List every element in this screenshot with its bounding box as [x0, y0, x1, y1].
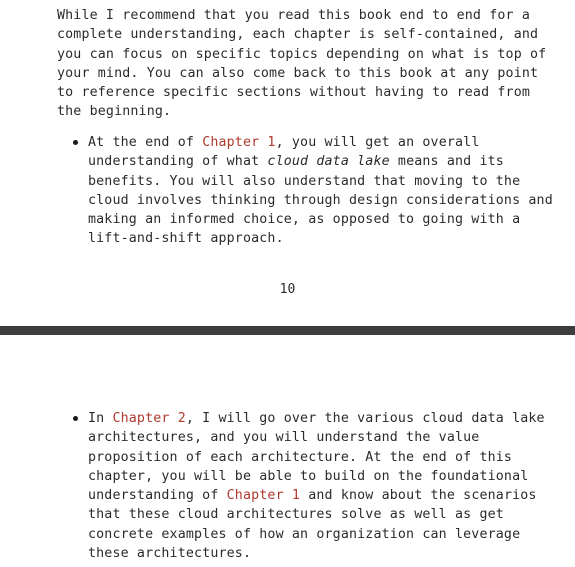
- text-line: lift-and-shift approach.: [88, 231, 284, 247]
- text-span: and know about the scenarios: [300, 488, 537, 504]
- text-line: [88, 152, 553, 171]
- text-line: concrete examples of how an organization can leverage: [88, 526, 521, 542]
- bullet-item-chapter-1: [88, 133, 553, 249]
- text-line: your mind. You can also come back to this book at any point: [57, 65, 539, 81]
- text-line: the beginning.: [57, 104, 172, 120]
- bullet-text: [88, 133, 553, 249]
- page-divider: [0, 326, 575, 335]
- emphasis-term: cloud data lake: [267, 154, 390, 170]
- chapter-1-link[interactable]: Chapter 1: [226, 488, 301, 504]
- text-span: In: [88, 411, 113, 426]
- text-line: complete understanding, each chapter is self-contained, and: [57, 27, 539, 43]
- text-span: , I will go over the various cloud data lake: [185, 411, 545, 426]
- bullet-dot: [73, 416, 78, 421]
- bullet-dot: [73, 140, 78, 145]
- page-11: [0, 335, 575, 567]
- text-line: benefits. You will also understand that moving to the: [88, 173, 521, 189]
- text-line: architectures, and you will understand the value: [88, 430, 480, 446]
- intro-paragraph: [57, 6, 546, 122]
- text-line: you can focus on specific topics depending on what is top of: [57, 46, 547, 62]
- bullet-item-chapter-2: [88, 409, 545, 563]
- text-span: , you will get an overall: [275, 135, 480, 150]
- text-line: [88, 409, 545, 428]
- bullet-text: [88, 409, 545, 563]
- text-span: means and its: [389, 154, 504, 170]
- text-span: At the end of: [88, 135, 203, 150]
- text-line: making an informed choice, as opposed to going with a: [88, 212, 521, 228]
- text-span: understanding of: [88, 488, 227, 504]
- text-line: [88, 133, 553, 152]
- text-span: understanding of what: [88, 154, 268, 170]
- text-line: chapter, you will be able to build on the foundational: [88, 468, 529, 484]
- chapter-2-link[interactable]: Chapter 2: [112, 411, 186, 426]
- text-line: While I recommend that you read this book end to end for a: [57, 8, 531, 23]
- text-line: that these cloud architectures solve as well as get: [88, 507, 504, 523]
- text-line: cloud involves thinking through design considerations and: [88, 192, 553, 208]
- text-line: [88, 486, 545, 505]
- chapter-1-link[interactable]: Chapter 1: [202, 135, 276, 150]
- text-line: proposition of each architecture. At the end of this: [88, 449, 513, 465]
- text-line: these architectures.: [88, 546, 252, 562]
- text-line: to reference specific sections without having to read from: [57, 85, 531, 101]
- page-number: 10: [279, 282, 296, 297]
